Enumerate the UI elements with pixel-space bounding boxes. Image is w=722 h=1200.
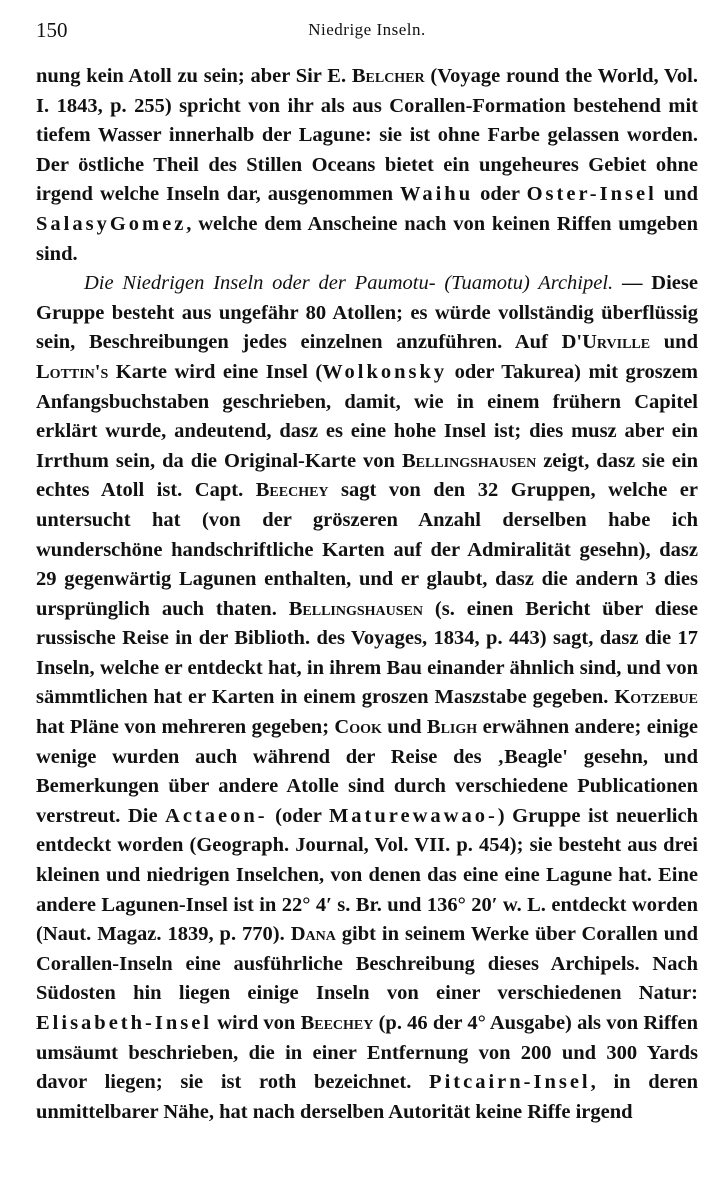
text-run: hat Pläne von mehreren gegeben;	[36, 716, 335, 739]
running-title: Niedrige Inseln.	[308, 20, 426, 39]
island-name: Oster-Insel	[526, 183, 657, 206]
author-name: Bligh	[426, 716, 478, 739]
island-name: Wolkonsky	[322, 360, 448, 383]
author-name: D'Urville	[561, 331, 651, 354]
text-run: sagt von den 32 Gruppen, welche er untersucht hat (von der gröszeren Anzahl derselben habe ich wunderschöne handschriftliche Karten auf der Admiralität gesehn), dasz 29 gegenwärtig Lagunen enthalten, und er glaubt, dasz die andern 3 dies ursprünglich auch thaten.	[36, 479, 699, 620]
text-run: (oder	[267, 804, 329, 827]
text-run: — Diese Gruppe besteht aus ungefähr 80 Atollen; es würde vollständig überflüssig sein, Beschreibungen jedes einzelnen anzuführen. Auf	[36, 272, 698, 354]
section-heading: Die Niedrigen Inseln oder der Paumotu- (Tuamotu) Archipel.	[84, 272, 614, 295]
text-run: erwähnen andere; einige wenige wurden auch während der Reise des ‚Beagle' gesehn, und Bemerkungen über andere Atolle sind durch verschiedene Publicationen verstreut. Die	[36, 716, 698, 827]
text-run: und	[656, 183, 698, 206]
body-text	[36, 62, 698, 1127]
paragraph	[36, 269, 698, 1127]
author-name: Beechey	[300, 1012, 374, 1034]
island-name: SalasyGomez	[36, 212, 187, 235]
island-name: Elisabeth-Insel	[36, 1012, 212, 1034]
author-name: Bellingshausen	[401, 449, 537, 472]
text-run: (Voyage round the World, Vol. I. 1843, p. 255) spricht von ihr als aus Corallen-Formation bestehend mit tiefem Wasser innerhalb der Lagune: sie ist ohne Farbe gelassen worden. Der östliche Theil des Stillen Oceans bietet ein ungeheures Gebiet ohne irgend welche Inseln dar, ausgenommen	[36, 65, 698, 206]
text-run: Karte wird eine Insel (	[108, 360, 323, 383]
text-run: wird von	[212, 1012, 301, 1034]
author-name: Beechey	[255, 479, 329, 502]
text-run: gibt in seinem Werke über Corallen und Corallen-Inseln eine ausführliche Beschreibung dieses Archipels. Nach Südosten hin liegen einige Inseln von einer verschiedenen Natur:	[36, 923, 698, 1005]
page-header	[36, 18, 698, 46]
text-run: und	[381, 716, 427, 739]
text-run: nung kein Atoll zu sein; aber Sir E.	[36, 65, 352, 87]
text-run: oder	[473, 183, 527, 206]
page-number: 150	[36, 18, 68, 42]
island-name: Actaeon-	[165, 804, 268, 827]
island-name: Maturewawao-	[328, 804, 498, 827]
author-name: Kotzebue	[614, 686, 698, 709]
text-run: (p. 46 der 4° Ausgabe) als von Riffen umsäumt beschrieben, die in einer Entfernung von 200 und 300 Yards davor liegen; sie ist roth bezeichnet.	[36, 1012, 698, 1094]
island-name: Pitcairn-Insel	[429, 1071, 591, 1094]
text-run: , in deren unmittelbarer Nähe, hat nach derselben Autorität keine Riffe irgend	[36, 1071, 698, 1123]
island-name: Waihu	[399, 183, 474, 206]
text-run: und	[650, 331, 698, 354]
text-run: ) Gruppe ist neuerlich entdeckt worden (Geograph. Journal, Vol. VII. p. 454); sie besteht aus drei kleinen und niedrigen Inselchen, von denen das eine eine Lagune hat. Eine andere Lagunen-Insel ist in 22° 4′ s. Br. und 136° 20′ w. L. entdeckt worden (Naut. Magaz. 1839, p. 770).	[36, 804, 698, 946]
text-run: , welche dem Anscheine nach von keinen Riffen umgeben sind.	[36, 212, 698, 265]
author-name: Bellingshausen	[288, 597, 424, 620]
author-name: Dana	[290, 923, 336, 946]
author-name: Cook	[334, 716, 382, 739]
text-run: (s. einen Bericht über diese russische Reise in der Biblioth. des Voyages, 1834, p. 443) sagt, dasz die 17 Inseln, welche er entdeckt hat, in ihrem Bau einander ähnlich sind, und von sämmtlichen hat er Karten in einem groszen Maszstabe gegeben.	[36, 597, 698, 709]
author-name: Belcher	[351, 65, 425, 87]
text-run: zeigt, dasz sie ein echtes Atoll ist. Capt.	[36, 449, 698, 502]
paragraph	[36, 62, 698, 269]
author-name: Lottin's	[36, 360, 109, 383]
text-run: oder Takurea) mit groszem Anfangsbuchstaben geschrieben, damit, wie in einem frühern Capitel erklärt wurde, andeutend, dasz es eine hohe Insel ist; dies musz aber ein Irrthum sein, da die Original-Karte von	[36, 360, 698, 472]
